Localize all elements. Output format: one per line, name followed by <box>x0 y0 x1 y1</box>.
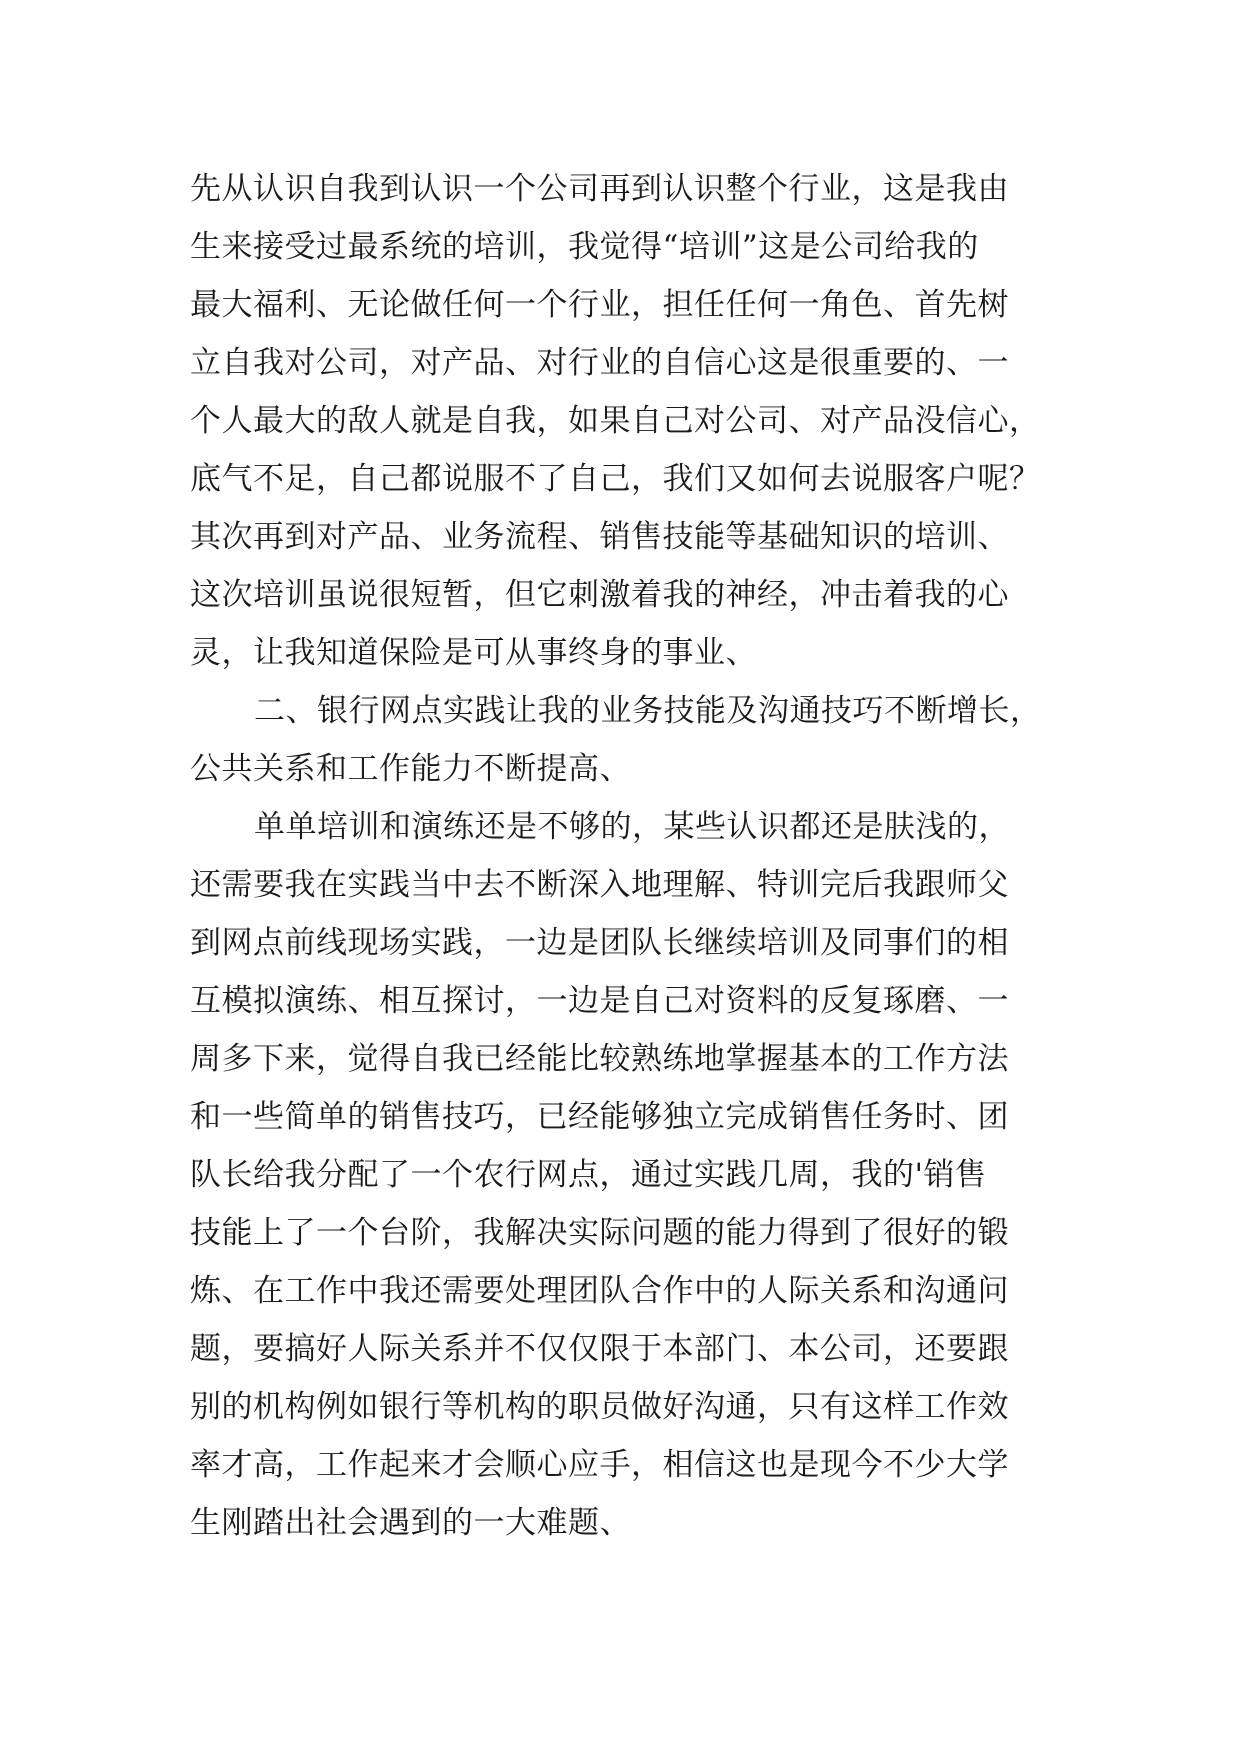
text-line: 生来接受过最系统的培训，我觉得“培训”这是公司给我的 <box>190 229 979 265</box>
body-text <box>190 160 1090 1552</box>
text-line: 生刚踏出社会遇到的一大难题、 <box>190 1505 631 1541</box>
text-line: 周多下来，觉得自我已经能比较熟练地掌握基本的工作方法 <box>190 1041 1009 1077</box>
text-line: 底气不足，自己都说服不了自己，我们又如何去说服客户呢？ <box>190 461 1041 497</box>
text-line: 技能上了一个台阶，我解决实际问题的能力得到了很好的锻 <box>190 1215 1009 1251</box>
text-line: 互模拟演练、相互探讨，一边是自己对资料的反复琢磨、一 <box>190 983 1009 1019</box>
text-line: 炼、在工作中我还需要处理团队合作中的人际关系和沟通问 <box>190 1273 1009 1309</box>
text-line: 个人最大的敌人就是自我，如果自己对公司、对产品没信心， <box>190 403 1041 439</box>
text-line: 二、银行网点实践让我的业务技能及沟通技巧不断增长， <box>254 693 1042 729</box>
text-line: 最大福利、无论做任何一个行业，担任任何一角色、首先树 <box>190 287 1009 323</box>
text-line: 队长给我分配了一个农行网点，通过实践几周，我的'销售 <box>190 1157 987 1193</box>
text-line: 立自我对公司，对产品、对行业的自信心这是很重要的、一 <box>190 345 1009 381</box>
text-line: 和一些简单的销售技巧，已经能够独立完成销售任务时、团 <box>190 1099 1009 1135</box>
text-line: 其次再到对产品、业务流程、销售技能等基础知识的培训、 <box>190 519 1009 555</box>
text-line: 公共关系和工作能力不断提高、 <box>190 751 631 787</box>
text-line: 别的机构例如银行等机构的职员做好沟通，只有这样工作效 <box>190 1389 1009 1425</box>
text-line: 题，要搞好人际关系并不仅仅限于本部门、本公司，还要跟 <box>190 1331 1009 1367</box>
text-line: 还需要我在实践当中去不断深入地理解、特训完后我跟师父 <box>190 867 1009 903</box>
text-line: 单单培训和演练还是不够的，某些认识都还是肤浅的， <box>254 809 1010 845</box>
text-line: 先从认识自我到认识一个公司再到认识整个行业，这是我由 <box>190 171 1009 207</box>
text-line: 到网点前线现场实践，一边是团队长继续培训及同事们的相 <box>190 925 1009 961</box>
text-line: 率才高，工作起来才会顺心应手，相信这也是现今不少大学 <box>190 1447 1009 1483</box>
text-line: 灵，让我知道保险是可从事终身的事业、 <box>190 635 757 671</box>
text-line: 这次培训虽说很短暂，但它刺激着我的神经，冲击着我的心 <box>190 577 1009 613</box>
